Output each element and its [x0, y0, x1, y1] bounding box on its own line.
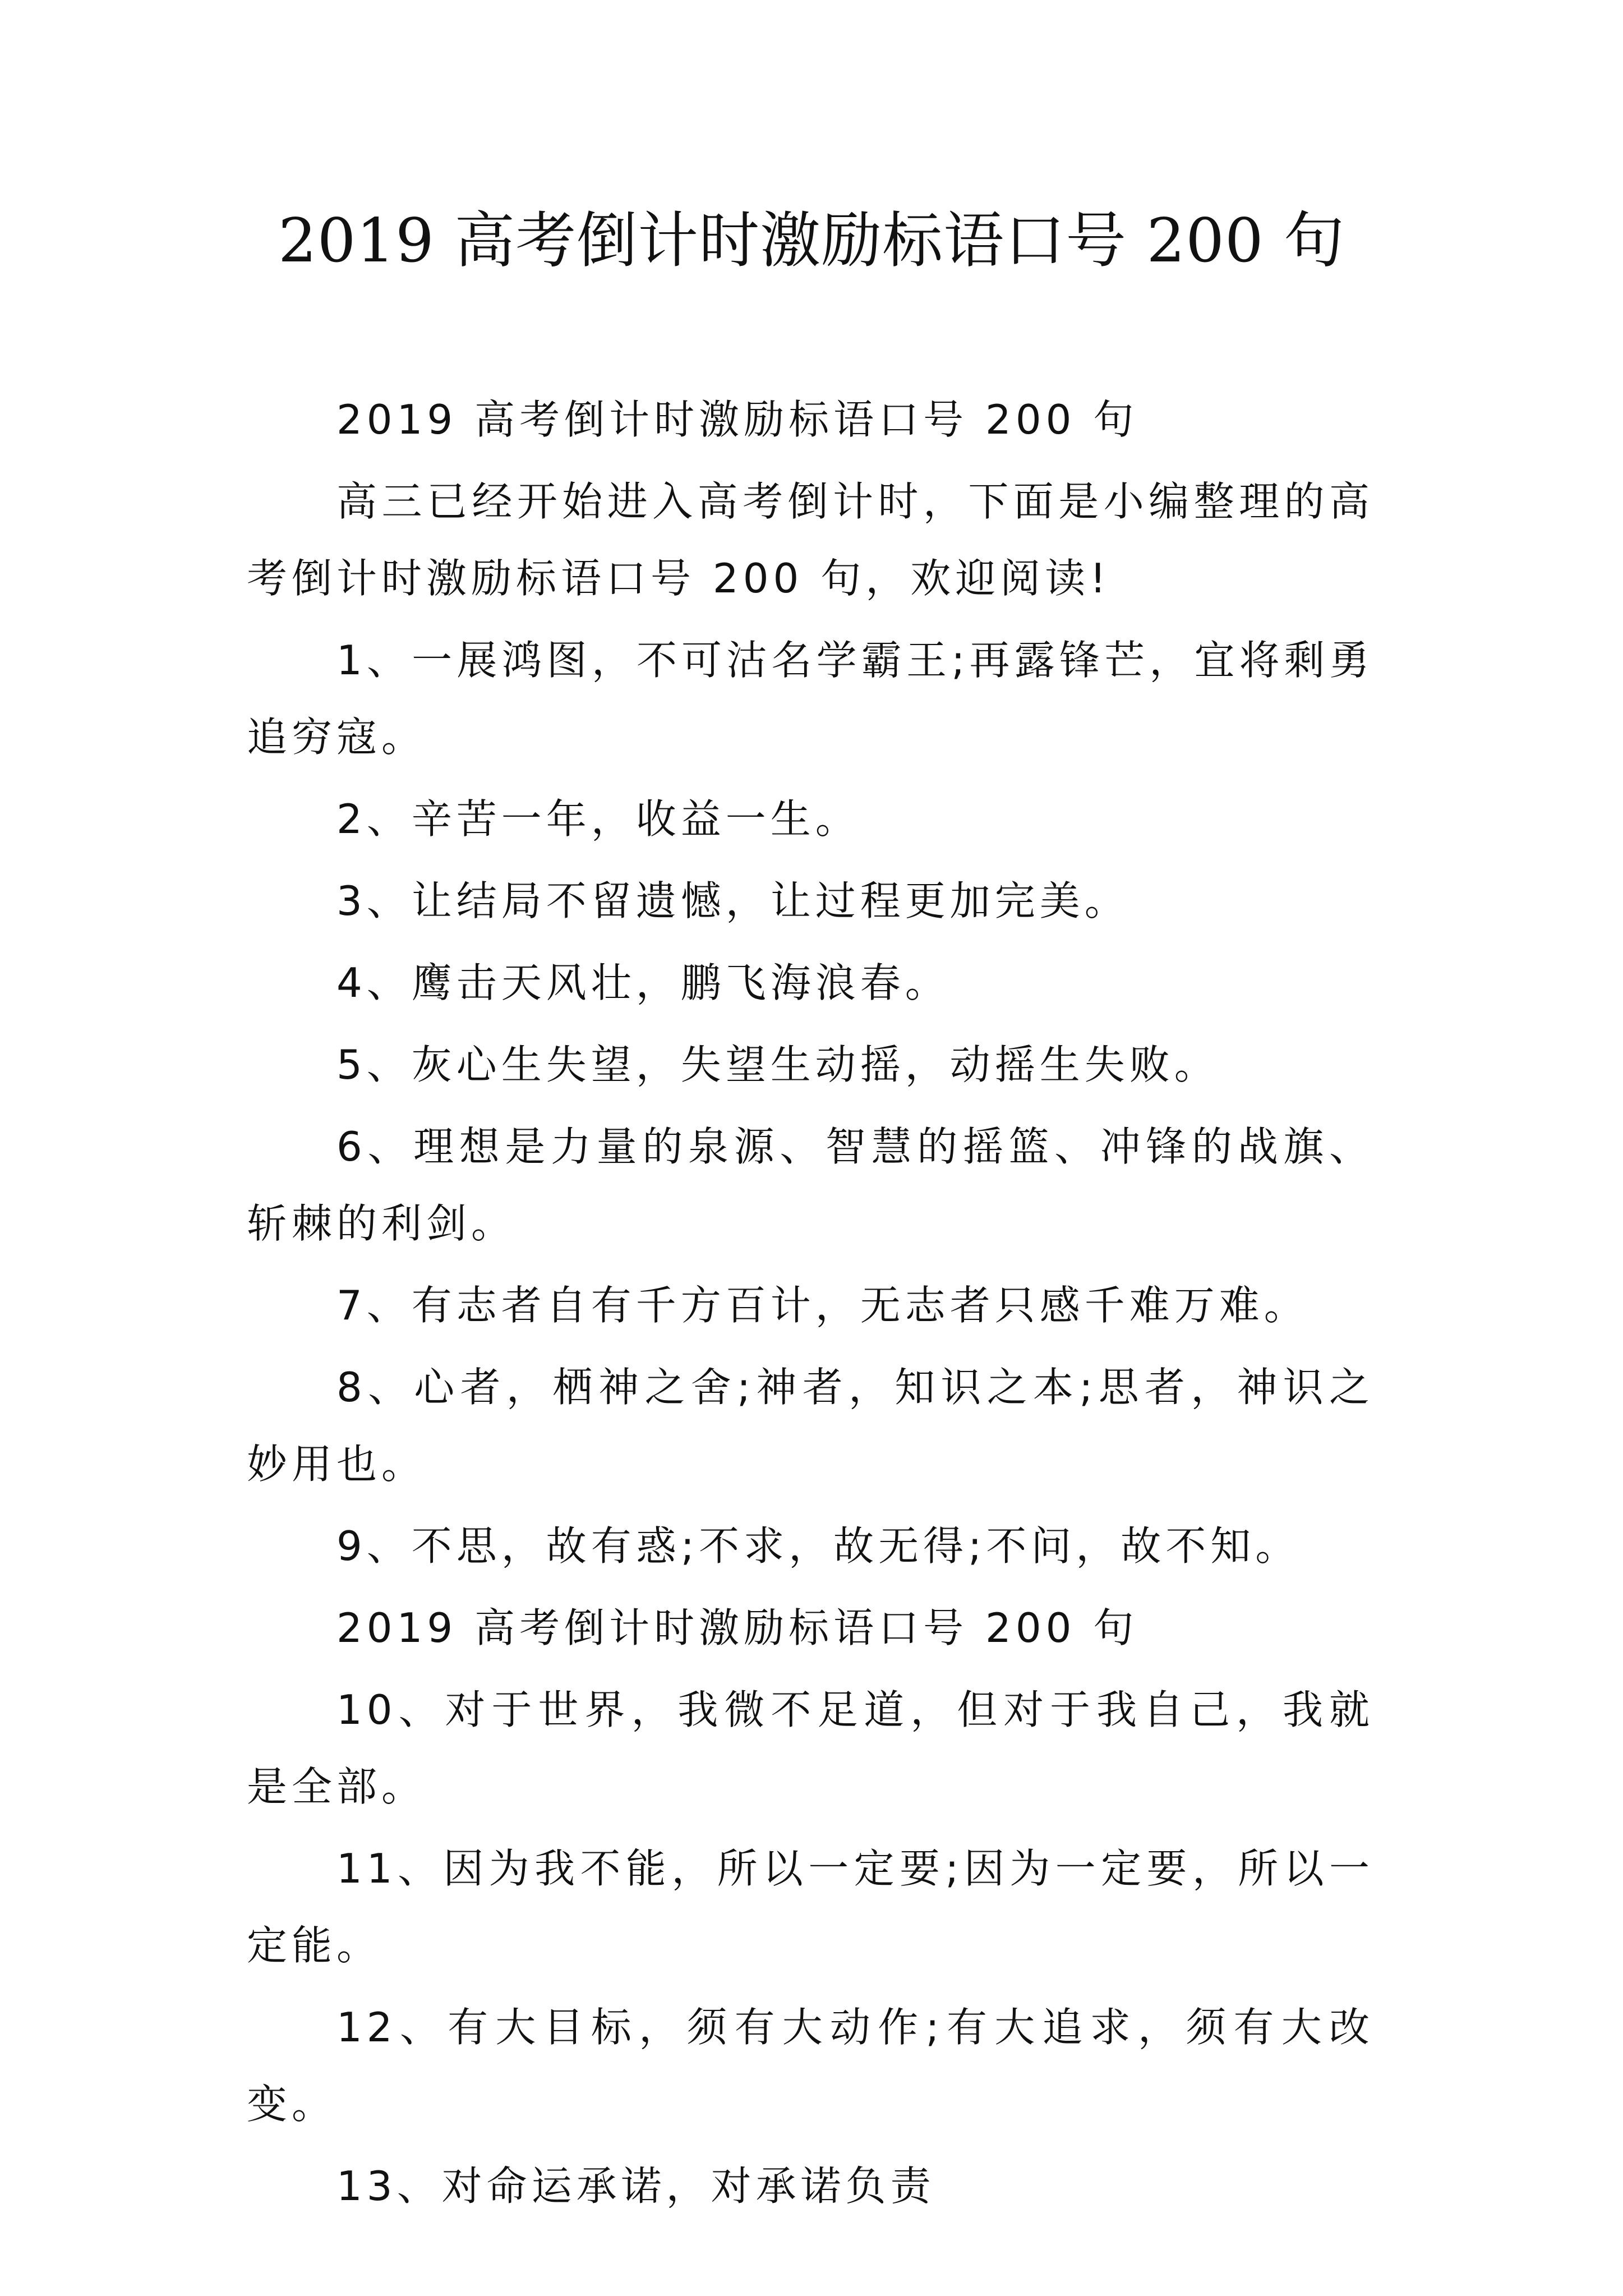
slogan-item: 1、一展鸿图，不可沽名学霸王;再露锋芒，宜将剩勇追穷寇。 [247, 637, 1374, 761]
slogan-item: 12、有大目标，须有大动作;有大追求，须有大改变。 [247, 2004, 1374, 2128]
slogan-item: 2、辛苦一年，收益一生。 [336, 795, 860, 843]
document-body [247, 381, 1374, 2230]
slogan-item: 8、心者，栖神之舍;神者，知识之本;思者，神识之妙用也。 [247, 1364, 1374, 1488]
slogan-item: 11、因为我不能，所以一定要;因为一定要，所以一定能。 [247, 1845, 1374, 1969]
slogan-item: 6、理想是力量的泉源、智慧的摇篮、冲锋的战旗、斩棘的利剑。 [247, 1123, 1374, 1247]
paragraph-intro: 高三已经开始进入高考倒计时，下面是小编整理的高考倒计时激励标语口号 200 句，欢迎阅读! [247, 478, 1374, 602]
paragraph-heading-repeat: 2019 高考倒计时激励标语口号 200 句 [336, 1604, 1138, 1651]
slogan-item: 3、让结局不留遗憾，让过程更加完美。 [336, 877, 1129, 924]
slogan-item: 9、不思，故有惑;不求，故无得;不问，故不知。 [336, 1522, 1301, 1570]
slogan-item: 7、有志者自有千方百计，无志者只感千难万难。 [336, 1282, 1309, 1329]
paragraph-heading-repeat: 2019 高考倒计时激励标语口号 200 句 [336, 396, 1138, 443]
slogan-item: 5、灰心生失望，失望生动摇，动摇生失败。 [336, 1041, 1219, 1088]
slogan-item: 10、对于世界，我微不足道，但对于我自己，我就是全部。 [247, 1686, 1374, 1810]
slogan-item: 13、对命运承诺，对承诺负责 [336, 2162, 935, 2210]
slogan-item: 4、鹰击天风壮，鹏飞海浪春。 [336, 959, 950, 1006]
document-title: 2019 高考倒计时激励标语口号 200 句 [278, 206, 1345, 276]
